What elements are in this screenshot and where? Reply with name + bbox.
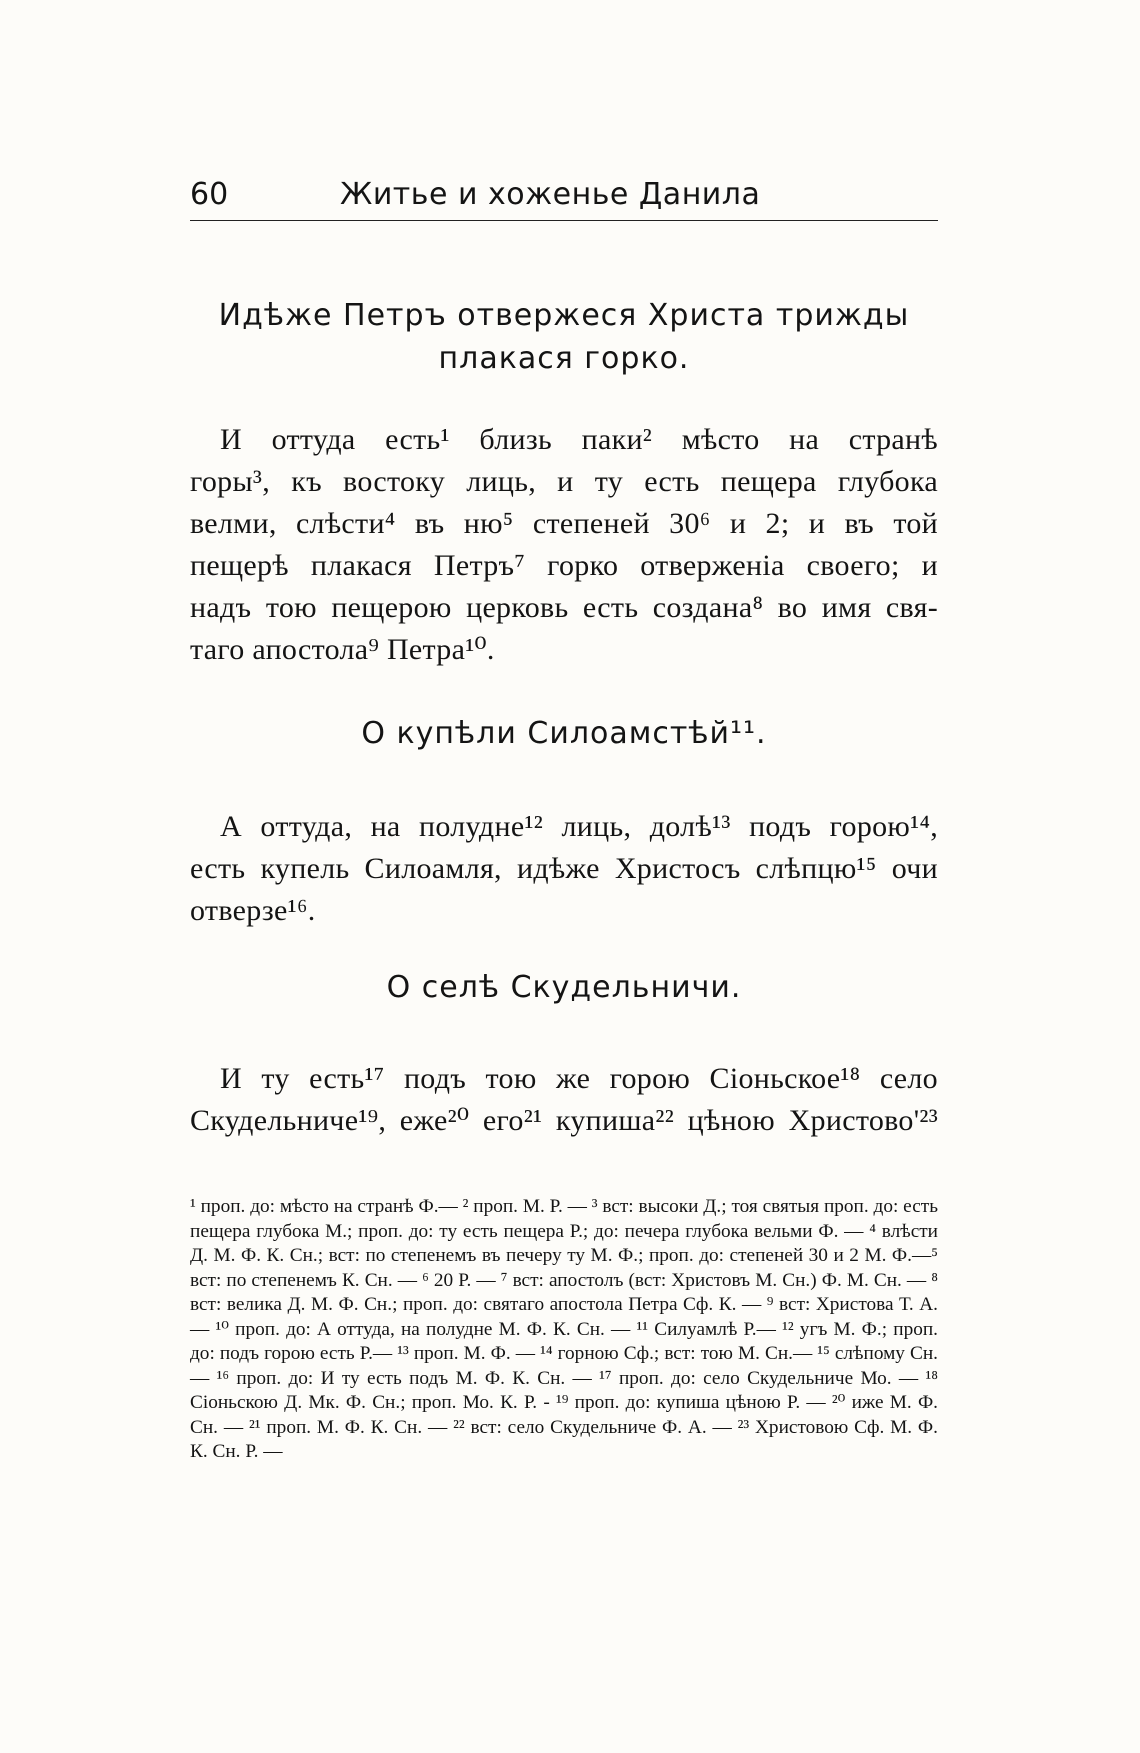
header-rule [190, 220, 938, 221]
heading-line: Идѣже Петръ отвержеся Христа трижды [218, 298, 910, 333]
text-line: А оттуда, на полудне¹² лиць, долѣ¹³ подъ горою¹⁴, [220, 810, 938, 843]
section-heading-siloam: О купѣли Силоамстѣй¹¹. [361, 716, 767, 751]
text-line: горы³, къ востоку лиць, и ту есть пещера глубока [190, 465, 938, 498]
text-line: есть купель Силоамля, идѣже Христосъ слѣпцю¹⁵ очи [190, 852, 938, 885]
footnotes: ¹ проп. до: мѣсто на странѣ Ф.— ² проп. М. Р. — ³ вст: высоки Д.; тоя святыя проп. до: есть пещера глубока М.; проп. до: ту есть пещера Р.; до: печера глубока вельми Ф. — ⁴ влѣсти Д. М. Ф. К. Сн.; вст: по степенемъ въ печеру ту М. Ф.; проп. до: степеней 30 и 2 М. Ф.—⁵ вст: по степенемъ К. Сн. — ⁶ 20 Р. — ⁷ вст: апостолъ (вст: Христовъ М. Сн.) Ф. М. Сн. — ⁸ вст: велика Д. М. Ф. Сн.; проп. до: святаго апостола Петра Сф. К. — ⁹ вст: Христова Т. А. — ¹⁰ проп. до: А оттуда, на полудне М. Ф. К. Сн. — ¹¹ Силуамлѣ Р.— ¹² угъ М. Ф.; проп. до: подъ горою есть Р.— ¹³ проп. М. Ф. — ¹⁴ горною Сф.; вст: тою М. Сн.— ¹⁵ слѣпому Сн. — ¹⁶ проп. до: И ту есть подъ М. Ф. К. Сн. — ¹⁷ проп. до: село Скудельниче Мо. — ¹⁸ Сiоньскою Д. Мк. Ф. Сн.; проп. Мо. К. Р. - ¹⁹ проп. до: купиша цѣною Р. — ²⁰ иже М. Ф. Сн. — ²¹ проп. М. Ф. К. Сн. — ²² вст: село Скудельниче Ф. А. — ²³ Христовою Сф. М. Ф. К. Сн. Р. — [190, 1196, 938, 1462]
text-line: пещерѣ плакася Петръ⁷ горко отверженiа своего; и [190, 549, 938, 582]
section-heading-skudelnichi: О селѣ Скудельничи. [386, 970, 742, 1005]
paragraph-skudelnichi [190, 1058, 938, 1142]
text-line: И ту есть¹⁷ подъ тою же горою Сiоньское¹⁸ село [220, 1062, 938, 1095]
running-title: Житье и хоженье Данила [340, 177, 761, 212]
paragraph-peter [190, 419, 938, 671]
section-heading-peter [190, 294, 938, 380]
page-number: 60 [190, 177, 229, 212]
text-line: отверзе¹⁶. [190, 894, 316, 927]
text-line: надъ тою пещерою церковь есть создана⁸ во имя свя- [190, 591, 938, 624]
text-line: таго апостола⁹ Петра¹⁰. [190, 633, 495, 666]
text-line: И оттуда есть¹ близь паки² мѣсто на странѣ [220, 423, 938, 456]
text-line: Скудельниче¹⁹, еже²⁰ его²¹ купиша²² цѣною Христово'²³ [190, 1104, 938, 1137]
running-head [190, 175, 938, 215]
heading-line: плакася горко. [438, 341, 690, 376]
text-line: велми, слѣсти⁴ въ ню⁵ степеней 30⁶ и 2; и въ той [190, 507, 938, 540]
paragraph-siloam [190, 806, 938, 932]
